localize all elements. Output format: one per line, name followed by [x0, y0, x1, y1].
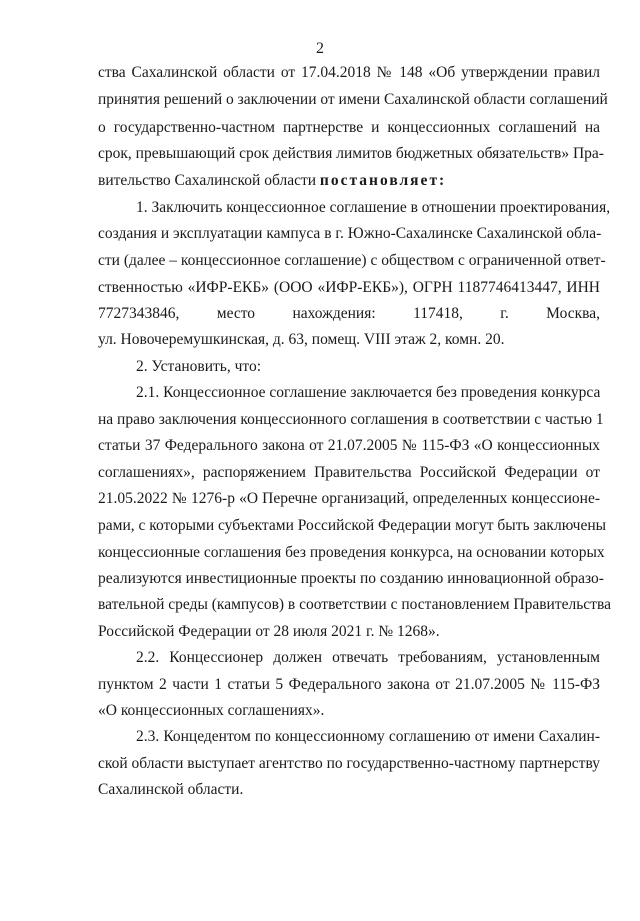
text-line: 21.05.2022 № 1276-р «О Перечне организаций, определенных концессионе-: [98, 490, 600, 507]
text-line: срок, превышающий срок действия лимитов бюджетных обязательств» Пра-: [98, 145, 604, 162]
text-line: принятия решений о заключении от имени Сахалинской области соглашений: [98, 91, 608, 108]
text-line: «О концессионных соглашениях».: [98, 702, 325, 719]
text-line: создания и эксплуатации кампуса в г. Южно-Сахалинске Сахалинской обла-: [98, 225, 602, 242]
text-line: ства Сахалинской области от 17.04.2018 № 148 «Об утверждении правил: [98, 64, 600, 81]
text-line: сти (далее – концессионное соглашение) с обществом с ограниченной ответ-: [98, 252, 606, 269]
text-line: 2.2. Концессионер должен отвечать требованиям, установленным: [136, 649, 600, 666]
text-line: концессионные соглашения без проведения конкурса, на основании которых: [98, 544, 605, 561]
text-line: вательной среды (кампусов) в соответствии с постановлением Правительства: [98, 596, 611, 613]
text-line: о государственно-частном партнерстве и концессионных соглашений на: [98, 119, 600, 136]
text-line: 2.3. Концедентом по концессионному соглашению от имени Сахалин-: [136, 728, 600, 745]
text-line: ской области выступает агентство по государственно-частному партнерству: [98, 755, 600, 772]
text-line: соглашениях», распоряжением Правительства Российской Федерации от: [98, 464, 600, 481]
text-line: 2.1. Концессионное соглашение заключается без проведения конкурса: [136, 384, 601, 401]
text-line: Российской Федерации от 28 июля 2021 г. № 1268».: [98, 623, 440, 640]
text-line: статьи 37 Федерального закона от 21.07.2005 № 115-ФЗ «О концессионных: [98, 437, 600, 454]
text-line: 1. Заключить концессионное соглашение в отношении проектирования,: [136, 199, 611, 216]
text-fragment: вительство Сахалинской области: [98, 172, 317, 189]
text-line: на право заключения концессионного соглашения в соответствии с частью 1: [98, 411, 604, 428]
text-line: Сахалинской области.: [98, 781, 244, 798]
text-line: реализуются инвестиционные проекты по созданию инновационной образо-: [98, 570, 604, 587]
text-line: ул. Новочеремушкинская, д. 63, помещ. VIII этаж 2, комн. 20.: [98, 331, 505, 348]
decree-keyword: постановляет:: [319, 172, 447, 189]
text-line: 7727343846, место нахождения: 117418, г. Москва,: [98, 305, 600, 322]
text-line: ственностью «ИФР-ЕКБ» (ООО «ИФР-ЕКБ»), ОГРН 1187746413447, ИНН: [98, 279, 600, 296]
text-line: пунктом 2 части 1 статьи 5 Федерального закона от 21.07.2005 № 115-ФЗ: [98, 676, 600, 693]
text-line: 2. Установить, что:: [136, 358, 262, 375]
page-number: 2: [316, 40, 324, 57]
text-line: рами, с которыми субъектами Российской Федерации могут быть заключены: [98, 517, 607, 534]
text-line: [98, 171, 600, 191]
